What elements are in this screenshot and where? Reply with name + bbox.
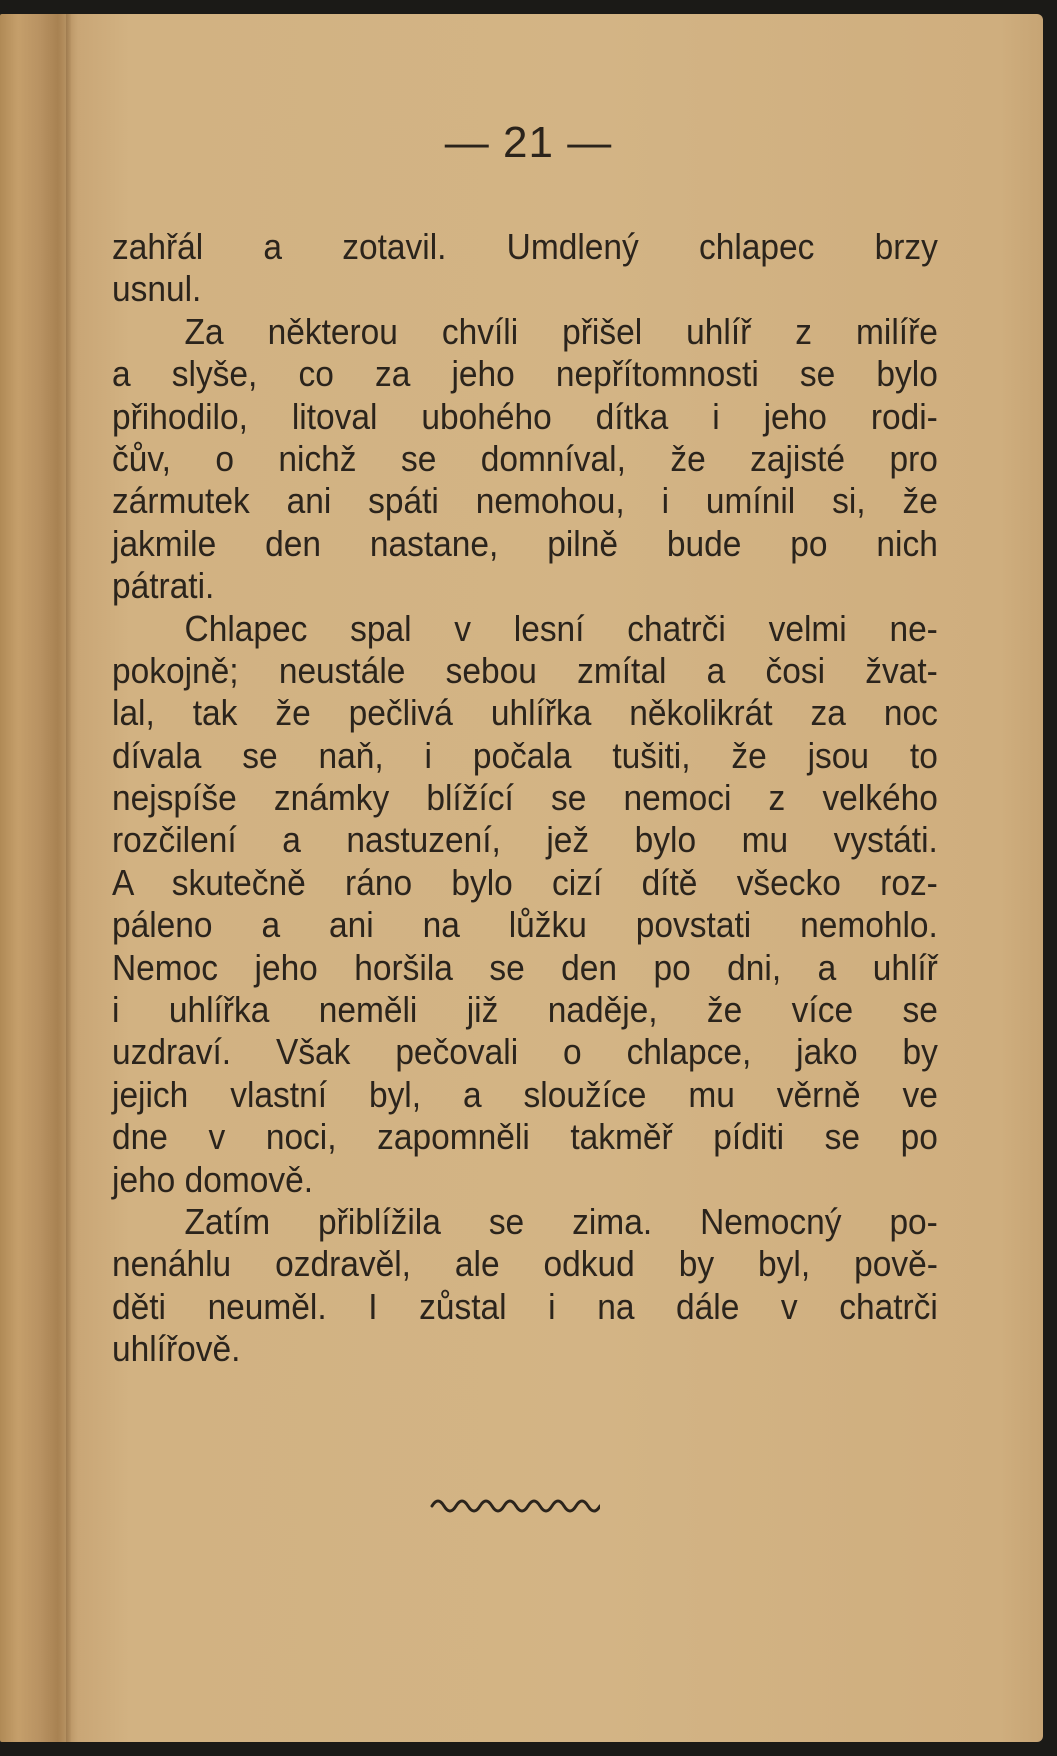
text-line: i uhlířka neměli již naděje, že více se	[112, 989, 938, 1031]
text-line: zármutek ani spáti nemohou, i umínil si, že	[112, 480, 938, 522]
text-line: a slyše, co za jeho nepřítomnosti se bylo	[112, 353, 938, 395]
text-line: uhlířově.	[112, 1328, 241, 1370]
text-line: jeho domově.	[112, 1158, 314, 1200]
text-line: Zatím přiblížila se zima. Nemocný po-	[184, 1200, 938, 1242]
text-line: páleno a ani na lůžku povstati nemohlo.	[112, 904, 938, 946]
text-line: usnul.	[112, 268, 202, 310]
decorative-divider	[430, 1494, 600, 1516]
page-number: — 21 —	[444, 118, 613, 167]
text-line: Za některou chvíli přišel uhlíř z milíře	[184, 310, 938, 352]
text-line: A skutečně ráno bylo cizí dítě všecko roz-	[112, 861, 938, 903]
text-line: dívala se naň, i počala tušiti, že jsou to	[112, 734, 938, 776]
text-line: zahřál a zotavil. Umdlený chlapec brzy	[112, 226, 938, 267]
text-line: Nemoc jeho horšila se den po dni, a uhlíř	[112, 946, 938, 988]
text-line: rozčilení a nastuzení, jež bylo mu vystáti.	[112, 819, 938, 861]
text-line: přihodilo, litoval ubohého dítka i jeho rodi-	[112, 395, 938, 437]
text-line: děti neuměl. I zůstal i na dále v chatrči	[112, 1285, 938, 1327]
text-line: uzdraví. Však pečovali o chlapce, jako by	[112, 1031, 938, 1073]
text-line: lal, tak že pečlivá uhlířka několikrát za noc	[112, 692, 938, 734]
text-line: jakmile den nastane, pilně bude po nich	[112, 522, 938, 564]
text-line: čův, o nichž se domníval, že zajisté pro	[112, 437, 938, 479]
text-line: pátrati.	[112, 565, 215, 607]
text-line: nejspíše známky blížící se nemoci z velkého	[112, 777, 938, 819]
body-text	[112, 226, 938, 1371]
text-line: pokojně; neustále sebou zmítal a čosi žvat-	[112, 649, 938, 691]
text-line: dne v noci, zapomněli takměř píditi se po	[112, 1116, 938, 1158]
text-line: Chlapec spal v lesní chatrči velmi ne-	[184, 607, 938, 649]
text-line: nenáhlu ozdravěl, ale odkud by byl, pově-	[112, 1243, 938, 1285]
text-line: jejich vlastní byl, a sloužíce mu věrně ve	[112, 1073, 938, 1115]
